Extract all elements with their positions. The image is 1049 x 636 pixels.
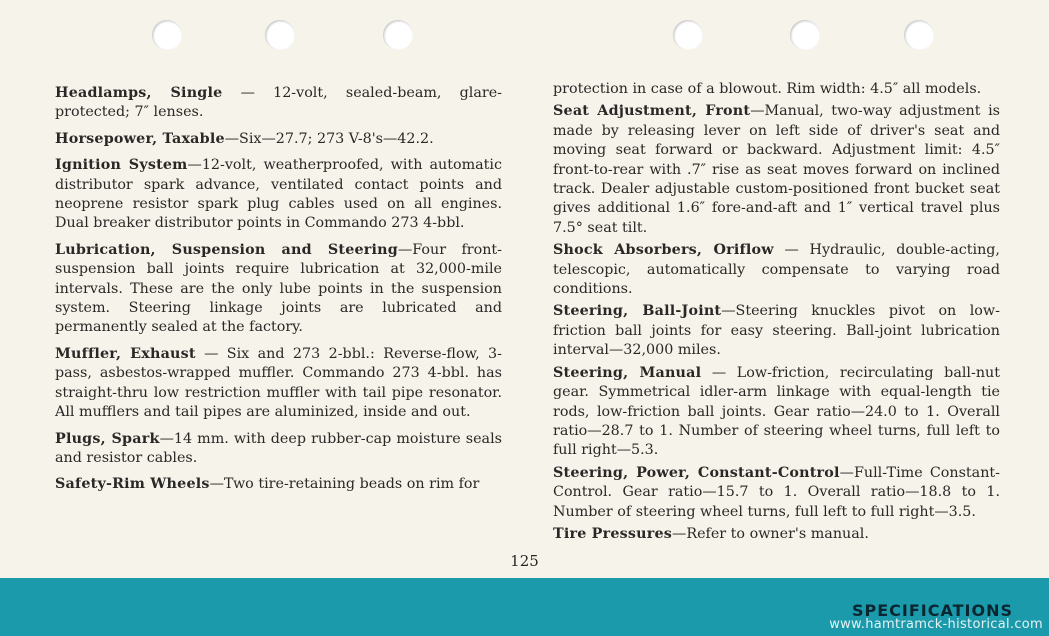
spec-heading: Ignition System (55, 157, 188, 174)
spec-heading: Seat Adjustment, Front (553, 103, 751, 120)
spec-heading: Steering, Power, Constant-Control (553, 464, 840, 481)
spec-heading: Safety-Rim Wheels (55, 476, 210, 493)
spec-text: —Six—27.7; 273 V-8's—42.2. (224, 130, 434, 147)
spec-heading: Shock Absorbers, Oriflow (553, 242, 774, 259)
spec-entry (553, 102, 1000, 238)
spec-text: —Two tire-retaining beads on rim for (209, 476, 480, 493)
spec-entry (55, 156, 502, 234)
spec-entry (55, 345, 502, 423)
punch-hole (790, 20, 820, 50)
punch-hole (904, 20, 934, 50)
punch-hole (383, 20, 413, 50)
spec-text: —14 mm. with deep rubber-cap moisture seals and resistor cables. (55, 430, 502, 466)
spec-text: —Full-Time Constant-Control. Gear ratio—15.7 to 1. Overall ratio—18.8 to 1. Number of steering wheel turns, full left to full right—3.5. (553, 464, 1000, 520)
punch-hole (673, 20, 703, 50)
spec-heading: Steering, Ball-Joint (553, 303, 722, 320)
spec-text: —Manual, two-way adjustment is made by releasing lever on left side of driver's seat and moving seat forward or backward. Adjustment limit: 4.5″ front-to-rear with .7″ rise as seat moves forward on inclined track. Dealer adjustable custom-positioned front bucket seat gives additional 1.6″ fore-and-aft and 1″ vertical travel plus 7.5° seat tilt. (553, 103, 1000, 236)
spec-entry (55, 84, 502, 123)
spec-text: — Six and 273 2-bbl.: Reverse-flow, 3-pass, asbestos-wrapped muffler. Commando 273 4-bbl. has straight-thru low restriction muffler with tail pipe resonator. All mufflers and tail pipes are aluminized, inside and out. (55, 345, 502, 421)
spec-entry (55, 430, 502, 469)
spec-heading: Headlamps, Single (55, 85, 223, 101)
spec-heading: Lubrication, Suspension and Steering (55, 241, 398, 258)
right-column (553, 80, 1000, 547)
spec-heading: Plugs, Spark (55, 430, 160, 447)
spec-entry (55, 241, 502, 338)
spec-heading: Steering, Manual (553, 364, 702, 381)
spec-entry (55, 130, 502, 149)
spec-text: —Refer to owner's manual. (672, 525, 869, 542)
spec-entry (553, 80, 1000, 99)
spec-heading: Horsepower, Taxable (55, 130, 225, 147)
punch-hole (152, 20, 182, 50)
spec-heading: Muffler, Exhaust (55, 345, 196, 362)
spec-text: protection in case of a blowout. Rim width: 4.5″ all models. (553, 81, 982, 97)
watermark: www.hamtramck-historical.com (829, 617, 1043, 632)
spec-entry (553, 241, 1000, 299)
spec-text: —Four front-suspension ball joints require lubrication at 32,000-mile intervals. These are the only lube points in the suspension system. Steering linkage joints are lubricated and permanently sealed at the factory. (55, 241, 502, 336)
section-title: SPECIFICATIONS (851, 601, 1013, 620)
spec-entry (553, 364, 1000, 461)
spec-entry (55, 475, 502, 494)
spec-heading: Tire Pressures (553, 525, 673, 542)
punch-hole (265, 20, 295, 50)
spec-entry (553, 464, 1000, 522)
spec-text: —Steering knuckles pivot on low-friction ball joints for easy steering. Ball-joint lubrication interval—32,000 miles. (553, 303, 1000, 359)
spec-text: — 12-volt, sealed-beam, glare-protected; 7″ lenses. (55, 85, 503, 121)
spec-entry (553, 525, 1000, 544)
left-column (55, 84, 502, 502)
page-number: 125 (510, 552, 539, 570)
spec-text: — Hydraulic, double-acting, telescopic, automatically compensate to varying road conditions. (553, 242, 1000, 298)
spec-entry (553, 302, 1000, 360)
spec-text: —12-volt, weatherproofed, with automatic distributor spark advance, ventilated contact points and neoprene resistor spark plug cables used on all engines. Dual breaker distributor points in Commando 273 4-bbl. (55, 157, 503, 232)
spec-text: — Low-friction, recirculating ball-nut gear. Symmetrical idler-arm linkage with equal-length tie rods, low-friction ball joints. Gear ratio—24.0 to 1. Overall ratio—28.7 to 1. Number of steering wheel turns, full left to full right—5.3. (553, 364, 1000, 459)
